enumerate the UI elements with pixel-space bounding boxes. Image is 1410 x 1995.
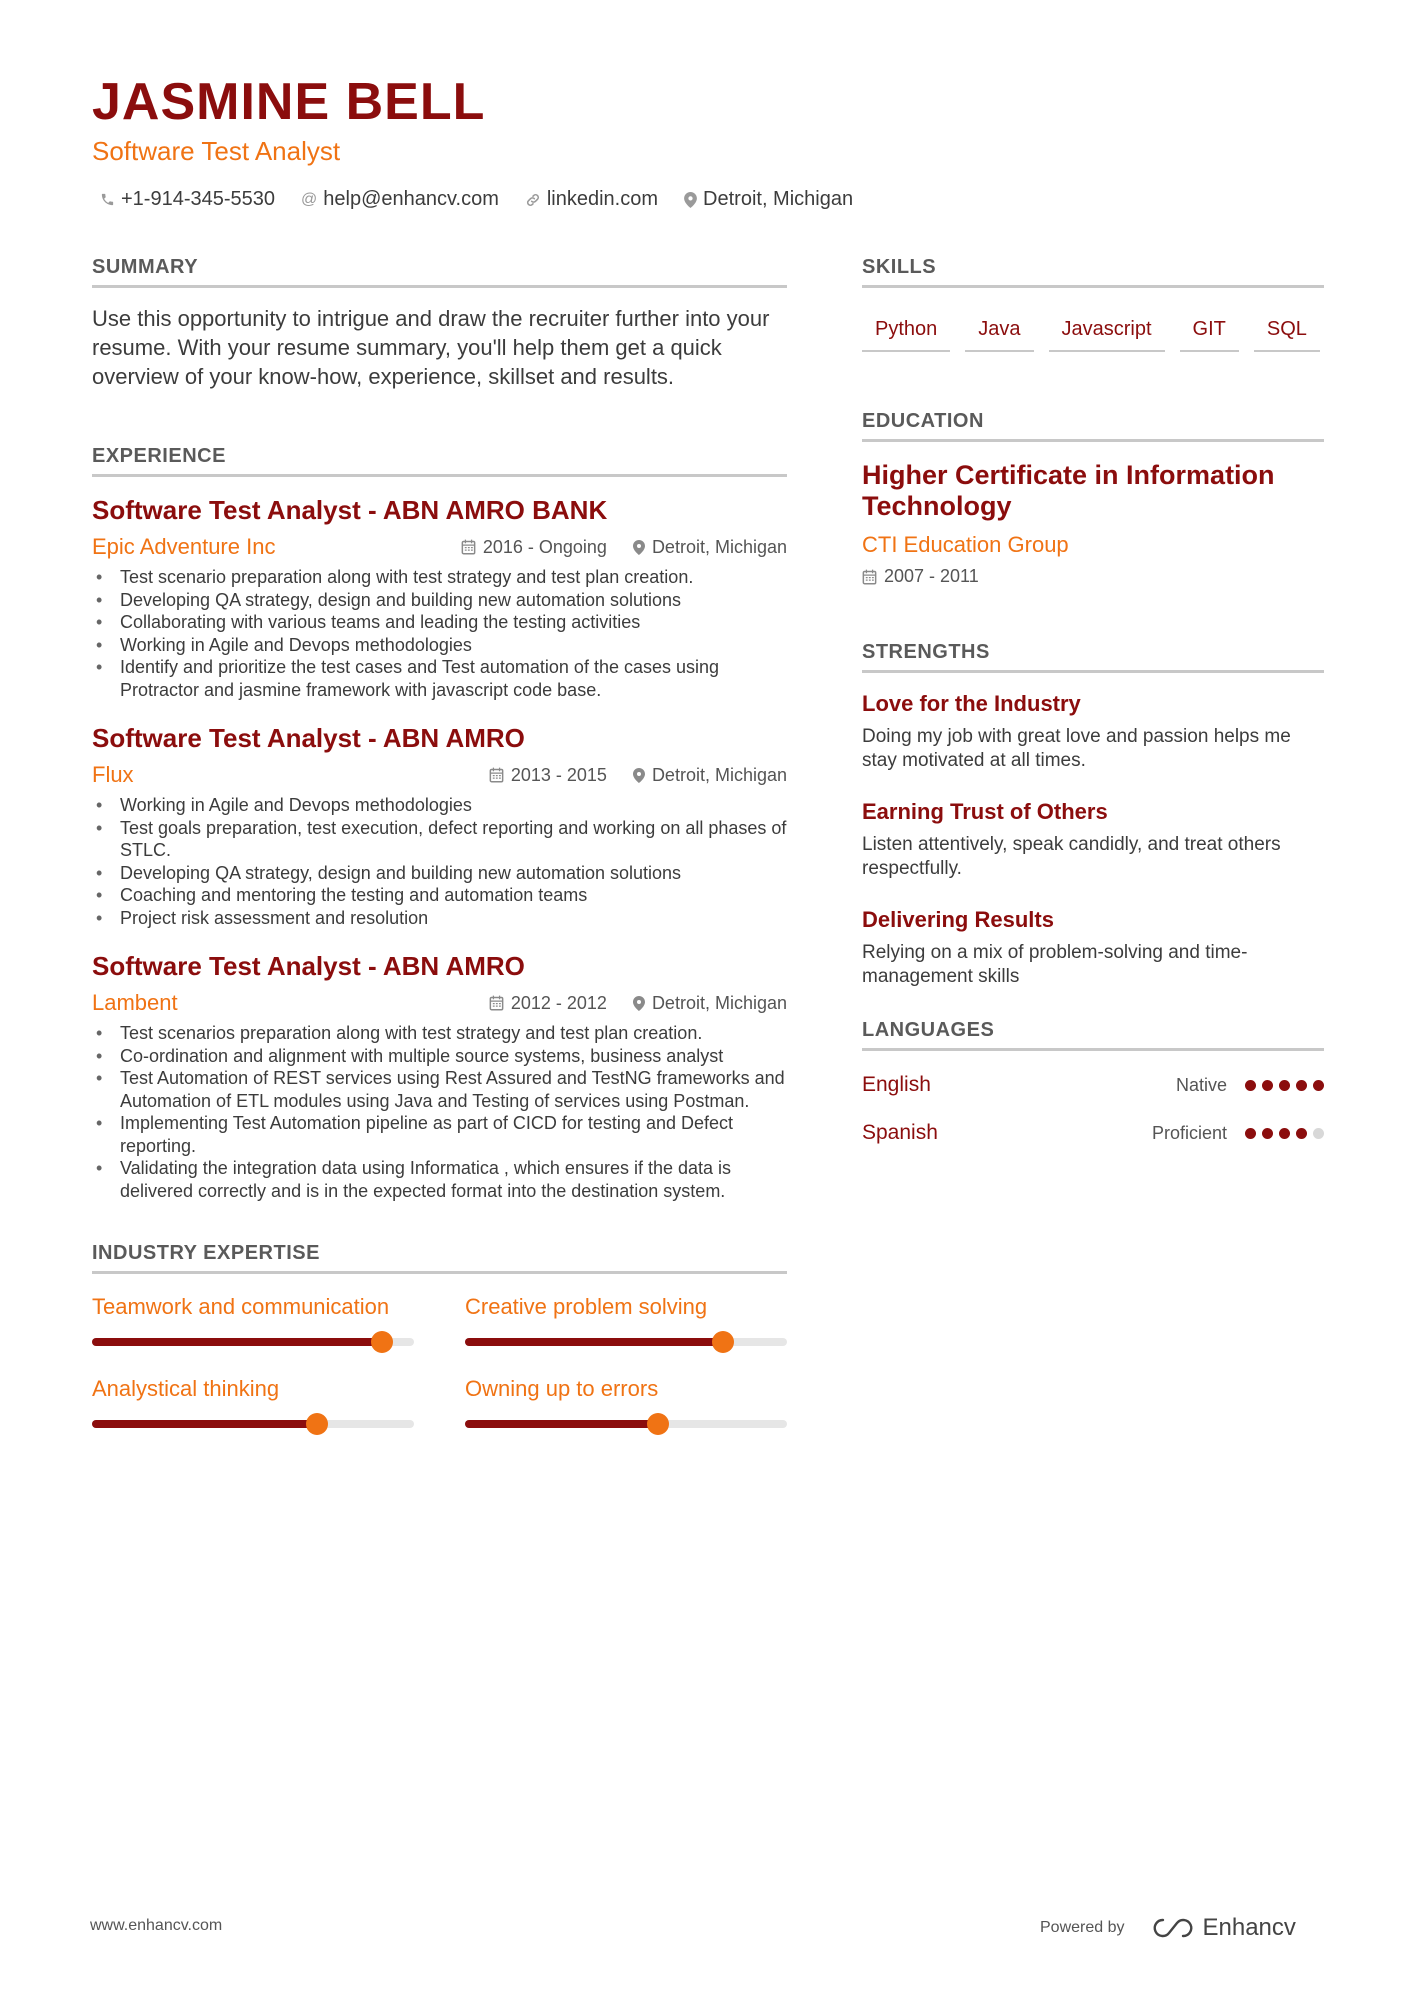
expertise-label: Analystical thinking [92, 1376, 280, 1401]
expertise-item [92, 1294, 414, 1346]
job-meta [489, 765, 787, 786]
location-icon [684, 192, 697, 208]
job-dates-text: 2016 - Ongoing [482, 536, 607, 557]
job-bullet: • Developing QA strategy, design and building new automation solutions [92, 862, 787, 885]
job-meta [489, 993, 787, 1014]
expertise-bar [92, 1338, 414, 1346]
email-text: help@enhancv.com [323, 188, 499, 210]
experience-section [92, 445, 787, 1202]
link-icon [525, 192, 541, 208]
job-bullet: • Implementing Test Automation pipeline as part of CICD for testing and Defect reporting. [92, 1112, 787, 1157]
job-entry [92, 951, 787, 1202]
candidate-name: JASMINE BELL [92, 73, 486, 131]
languages-heading: LANGUAGES [862, 1019, 1324, 1051]
skills-list [862, 312, 1324, 352]
strength-desc: Doing my job with great love and passion helps me stay motivated at all times. [862, 726, 1291, 771]
job-location [633, 537, 787, 558]
contact-email[interactable] [301, 188, 499, 211]
language-item [862, 1073, 1324, 1097]
job-dates [461, 537, 607, 558]
job-bullet: • Test scenarios preparation along with test strategy and test plan creation. [92, 1022, 787, 1045]
expertise-label: Owning up to errors [465, 1376, 659, 1401]
education-section [862, 410, 1324, 587]
job-entry [92, 723, 787, 929]
strengths-section [862, 641, 1324, 989]
job-dates-text: 2013 - 2015 [510, 764, 607, 785]
experience-heading: EXPERIENCE [92, 445, 787, 477]
expertise-bar-fill [465, 1338, 723, 1346]
strength-title: Earning Trust of Others [862, 799, 1108, 824]
job-dates [489, 765, 607, 786]
candidate-title: Software Test Analyst [92, 136, 341, 166]
job-bullet: • Co-ordination and alignment with multiple source systems, business analyst [92, 1045, 787, 1068]
enhancv-logo-icon [1151, 1917, 1195, 1939]
job-location [633, 765, 787, 786]
footer-url[interactable]: www.enhancv.com [90, 1917, 223, 1934]
expertise-label: Creative problem solving [465, 1294, 708, 1319]
summary-section [92, 256, 787, 391]
level-dot [1279, 1128, 1290, 1139]
language-level: Proficient [1151, 1122, 1227, 1143]
language-name: English [862, 1073, 931, 1096]
right-column [862, 256, 1324, 1169]
phone-icon [100, 192, 115, 207]
expertise-bar-fill [465, 1420, 658, 1428]
languages-section [862, 1019, 1324, 1145]
location-icon [633, 996, 645, 1011]
language-item [862, 1121, 1324, 1145]
contact-phone[interactable] [100, 188, 275, 211]
expertise-label: Teamwork and communication [92, 1294, 390, 1319]
expertise-bar-knob [647, 1413, 669, 1435]
contact-location [684, 188, 853, 211]
calendar-icon [862, 569, 877, 585]
skill-tag: Java [965, 312, 1033, 352]
expertise-bar-knob [371, 1331, 393, 1353]
strength-desc: Relying on a mix of problem-solving and time-management skills [862, 942, 1248, 987]
job-location-text: Detroit, Michigan [651, 536, 787, 557]
job-info-row [92, 762, 787, 788]
job-title: Software Test Analyst - ABN AMRO [92, 723, 525, 753]
job-company: Lambent [92, 990, 178, 1015]
powered-by-text: Powered by [1040, 1919, 1125, 1936]
summary-text: Use this opportunity to intrigue and draw the recruiter further into your resume. With your resume summary, you'll help them get a quick overview of your know-how, experience, skillset and results. [92, 306, 770, 389]
job-bullet: • Test Automation of REST services using Rest Assured and TestNG frameworks and Automation of ETL modules using Java and Testing of services using Postman. [92, 1067, 787, 1112]
expertise-bar-fill [92, 1338, 382, 1346]
level-dot [1245, 1080, 1256, 1091]
job-title: Software Test Analyst - ABN AMRO BANK [92, 495, 608, 525]
education-school: CTI Education Group [862, 532, 1069, 557]
education-dates-text: 2007 - 2011 [884, 566, 979, 586]
job-company: Epic Adventure Inc [92, 534, 276, 559]
job-info-row [92, 990, 787, 1016]
job-bullets [92, 1022, 787, 1202]
skills-section [862, 256, 1324, 352]
expertise-bar-knob [712, 1331, 734, 1353]
level-dot [1313, 1128, 1324, 1139]
language-dots [1245, 1128, 1324, 1139]
job-dates-text: 2012 - 2012 [510, 992, 607, 1013]
language-level: Native [1175, 1074, 1227, 1095]
level-dot [1296, 1128, 1307, 1139]
job-bullet: • Validating the integration data using Informatica , which ensures if the data is delivered correctly and is in the expected format into the destination system. [92, 1157, 787, 1202]
phone-text: +1-914-345-5530 [121, 188, 276, 210]
expertise-bar [465, 1420, 787, 1428]
expertise-bar-knob [306, 1413, 328, 1435]
expertise-section [92, 1242, 787, 1428]
job-bullet: • Working in Agile and Devops methodologies [92, 634, 787, 657]
language-name: Spanish [862, 1121, 938, 1144]
job-meta [461, 537, 787, 558]
enhancv-brand[interactable] [1151, 1914, 1296, 1942]
expertise-item [92, 1376, 414, 1428]
level-dot [1262, 1080, 1273, 1091]
strengths-heading: STRENGTHS [862, 641, 1324, 673]
calendar-icon [489, 767, 504, 783]
footer-powered [1040, 1914, 1296, 1942]
job-bullet: • Working in Agile and Devops methodologies [92, 794, 787, 817]
job-info-row [92, 534, 787, 560]
contact-bar [100, 188, 853, 211]
level-dot [1296, 1080, 1307, 1091]
location-icon [633, 540, 645, 555]
skills-heading: SKILLS [862, 256, 1324, 288]
skill-tag: GIT [1180, 312, 1239, 352]
job-company: Flux [92, 762, 134, 787]
job-location-text: Detroit, Michigan [651, 992, 787, 1013]
strength-item [862, 907, 1324, 989]
strength-item [862, 691, 1324, 773]
level-dot [1262, 1128, 1273, 1139]
job-bullet: • Developing QA strategy, design and building new automation solutions [92, 589, 787, 612]
education-dates [862, 566, 1324, 587]
expertise-bar-fill [92, 1420, 317, 1428]
job-location-text: Detroit, Michigan [651, 764, 787, 785]
job-bullet: • Identify and prioritize the test cases and Test automation of the cases using Protractor and jasmine framework with javascript code base. [92, 656, 787, 701]
job-bullet: • Test scenario preparation along with test strategy and test plan creation. [92, 566, 787, 589]
job-bullet: • Project risk assessment and resolution [92, 907, 787, 930]
job-bullet: • Test goals preparation, test execution, defect reporting and working on all phases of STLC. [92, 817, 787, 862]
expertise-heading: INDUSTRY EXPERTISE [92, 1242, 787, 1274]
expertise-item [465, 1376, 787, 1428]
calendar-icon [489, 995, 504, 1011]
expertise-grid [92, 1294, 787, 1428]
job-bullet: • Coaching and mentoring the testing and automation teams [92, 884, 787, 907]
level-dot [1279, 1080, 1290, 1091]
strength-desc: Listen attentively, speak candidly, and treat others respectfully. [862, 834, 1281, 879]
job-bullets [92, 566, 787, 701]
job-location [633, 993, 787, 1014]
expertise-bar [92, 1420, 414, 1428]
job-entry [92, 495, 787, 701]
skill-tag: SQL [1254, 312, 1320, 352]
calendar-icon [461, 539, 476, 555]
job-bullet: • Collaborating with various teams and leading the testing activities [92, 611, 787, 634]
at-icon: @ [301, 190, 318, 208]
location-text: Detroit, Michigan [703, 188, 854, 210]
skill-tag: Python [862, 312, 950, 352]
summary-heading: SUMMARY [92, 256, 787, 288]
job-title: Software Test Analyst - ABN AMRO [92, 951, 525, 981]
strength-title: Delivering Results [862, 907, 1054, 932]
level-dot [1313, 1080, 1324, 1091]
job-bullets [92, 794, 787, 929]
skill-tag: Javascript [1049, 312, 1165, 352]
level-dot [1245, 1128, 1256, 1139]
strength-title: Love for the Industry [862, 691, 1081, 716]
expertise-bar [465, 1338, 787, 1346]
expertise-item [465, 1294, 787, 1346]
contact-linkedin[interactable] [525, 188, 658, 211]
enhancv-brand-text: Enhancv [1202, 1914, 1296, 1941]
strength-item [862, 799, 1324, 881]
education-heading: EDUCATION [862, 410, 1324, 442]
job-dates [489, 993, 607, 1014]
language-dots [1245, 1080, 1324, 1091]
location-icon [633, 768, 645, 783]
education-degree: Higher Certificate in Information Technology [862, 460, 1275, 521]
linkedin-text: linkedin.com [546, 188, 659, 210]
left-column [92, 256, 787, 1428]
